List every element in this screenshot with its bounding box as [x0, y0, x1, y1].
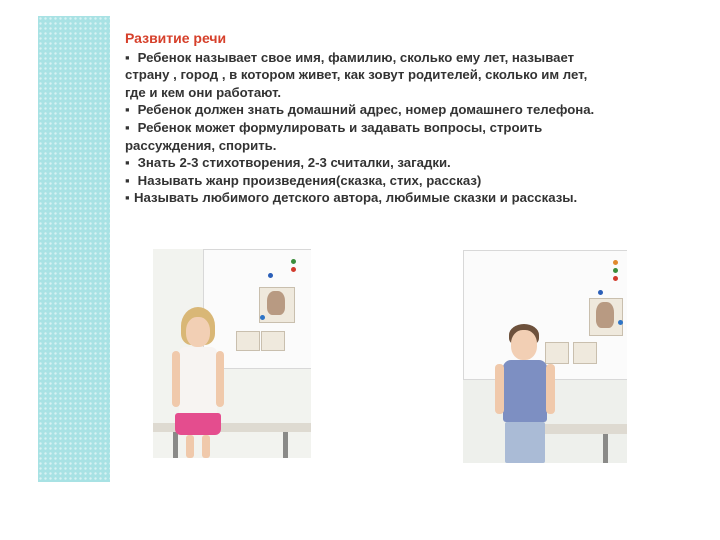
- bullet-marker: ▪: [125, 190, 130, 206]
- bullet-marker: ▪: [125, 155, 130, 171]
- bullet-text: Ребенок должен знать домашний адрес, номер домашнего телефона.: [134, 102, 595, 118]
- slide-title: Развитие речи: [125, 30, 227, 46]
- girl-arm: [216, 351, 224, 407]
- magnet: [291, 267, 296, 272]
- bullet-marker: ▪: [125, 119, 130, 135]
- girl-leg: [186, 435, 194, 458]
- photo-girl-reciting: [153, 249, 311, 458]
- girl-leg: [202, 435, 210, 458]
- desk-leg: [603, 434, 608, 463]
- girl-arm: [172, 351, 180, 407]
- bullet-line: [125, 101, 685, 119]
- bullet-text: Ребенок может формулировать и задавать вопросы, строить: [134, 119, 543, 135]
- bullet-marker: ▪: [125, 172, 130, 188]
- decorative-side-strip: [38, 16, 110, 482]
- bullet-line: [125, 189, 685, 207]
- magnet: [613, 260, 618, 265]
- desk-leg: [283, 432, 288, 458]
- bullet-line: [125, 154, 685, 172]
- bullet-line: [125, 49, 685, 67]
- magnet: [291, 259, 296, 264]
- boy-jeans: [505, 422, 545, 463]
- boy-arm: [495, 364, 504, 414]
- boy-arm: [546, 364, 555, 414]
- bullet-line: [125, 137, 685, 155]
- bullet-line: [125, 84, 685, 102]
- picture-card: [236, 331, 260, 351]
- bullet-text: Знать 2-3 стихотворения, 2-3 считалки, загадки.: [134, 155, 451, 171]
- bullet-text: Ребенок называет свое имя, фамилию, сколько ему лет, называет: [134, 49, 575, 65]
- bullet-line: [125, 172, 685, 190]
- girl-shirt: [179, 347, 217, 415]
- magnet: [260, 315, 265, 320]
- bullet-line: [125, 119, 685, 137]
- bullet-text: где и кем они работают.: [125, 84, 282, 100]
- bullet-text: страну , город , в котором живет, как зовут родителей, сколько им лет,: [125, 67, 588, 83]
- boy-face: [511, 330, 537, 360]
- slide-content: [125, 30, 685, 207]
- bullet-line: [125, 66, 685, 84]
- portrait-picture: [596, 302, 614, 328]
- desk: [533, 424, 627, 434]
- magnet: [618, 320, 623, 325]
- bullet-list: [125, 49, 685, 207]
- portrait-picture: [267, 291, 285, 315]
- picture-card: [573, 342, 597, 364]
- bullet-text: рассуждения, спорить.: [125, 137, 277, 153]
- girl-face: [186, 317, 210, 347]
- magnet: [598, 290, 603, 295]
- boy-shirt: [503, 360, 547, 422]
- girl-skirt: [175, 413, 221, 435]
- bullet-marker: ▪: [125, 102, 130, 118]
- picture-card: [545, 342, 569, 364]
- desk-leg: [173, 432, 178, 458]
- bullet-text: Называть любимого детского автора, любимые сказки и рассказы.: [134, 190, 578, 206]
- magnet: [613, 276, 618, 281]
- photo-boy-reciting: [463, 250, 627, 463]
- magnet: [268, 273, 273, 278]
- picture-card: [261, 331, 285, 351]
- magnet: [613, 268, 618, 273]
- bullet-marker: ▪: [125, 49, 130, 65]
- bullet-text: Называть жанр произведения(сказка, стих, рассказ): [134, 172, 482, 188]
